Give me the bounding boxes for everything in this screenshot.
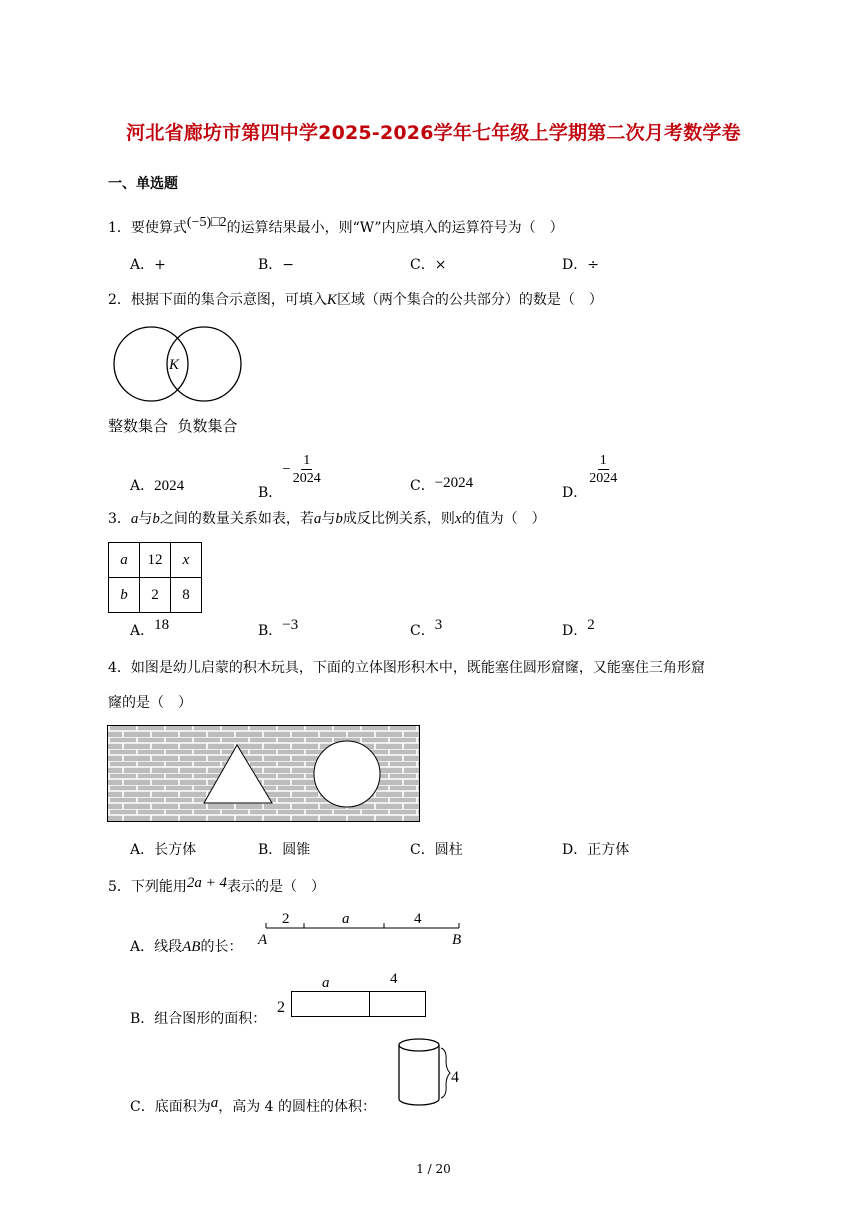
q1-option-d[interactable]: D．÷ xyxy=(562,257,599,273)
segment-figure xyxy=(254,906,469,950)
q2-option-d[interactable]: D． $\frac{1}{2024}$ xyxy=(562,453,618,501)
q3-option-c[interactable]: C．3 xyxy=(410,617,443,639)
math-expression: 2a + 4 xyxy=(186,875,228,891)
q5-option-b[interactable]: B．组合图形的面积： xyxy=(130,1011,267,1027)
question-text: 要使算式 xyxy=(130,220,187,236)
top-label: a xyxy=(322,975,330,991)
table-cell: b xyxy=(109,578,140,613)
q3-option-a[interactable]: A．18 xyxy=(130,617,170,639)
q2-option-a[interactable]: A．2024 xyxy=(130,478,185,494)
q5-option-a[interactable]: A．线段AB的长： xyxy=(130,939,243,955)
q4-option-c[interactable]: C．圆柱 xyxy=(410,842,463,858)
q4-option-b[interactable]: B．圆锥 xyxy=(258,842,311,858)
table-row xyxy=(109,543,202,578)
table-cell: 12 xyxy=(140,543,171,578)
question-text: 的运算结果最小，则“W”内应填入的运算符号为（ ） xyxy=(226,220,564,236)
table-cell: 2 xyxy=(140,578,171,613)
height-label: 4 xyxy=(451,1069,459,1086)
q3-option-b[interactable]: B．−3 xyxy=(258,617,299,639)
question-4-continued: 窿的是（ ） xyxy=(108,695,192,711)
table-row xyxy=(109,578,202,613)
q1-option-b[interactable]: B．− xyxy=(258,257,295,273)
q1-option-a[interactable]: A．+ xyxy=(130,257,166,273)
q3-option-d[interactable]: D．2 xyxy=(562,617,595,639)
segment-label: 2 xyxy=(282,911,290,927)
venn-caption: 整数集合 负数集合 xyxy=(108,417,238,435)
q2-option-b[interactable]: B．− $\frac{1}{2024}$ xyxy=(258,453,321,501)
question-number: 1． xyxy=(108,220,131,236)
question-2: 2．根据下面的集合示意图，可填入K区域（两个集合的公共部分）的数是（ ） xyxy=(108,292,603,308)
top-label: 4 xyxy=(390,971,398,987)
venn-k-label: K xyxy=(169,357,180,373)
page-number: 1 / 20 xyxy=(416,1162,451,1176)
endpoint-a: A xyxy=(258,932,268,948)
brick-wall-figure xyxy=(107,725,421,823)
question-3: 3．a与b之间的数量关系如表，若a与b成反比例关系，则x的值为（ ） xyxy=(108,511,546,527)
table-cell: a xyxy=(109,543,140,578)
math-expression: (−5)□2 xyxy=(186,215,227,230)
table-cell: 8 xyxy=(171,578,202,613)
table-cell: x xyxy=(171,543,202,578)
rectangles-figure xyxy=(272,968,432,1020)
circle-hole xyxy=(314,741,380,807)
endpoint-b: B xyxy=(452,932,462,948)
segment-label: 4 xyxy=(414,911,422,927)
section-heading: 一、单选题 xyxy=(108,176,178,192)
venn-diagram xyxy=(105,320,250,415)
question-5: 5．下列能用2a + 4表示的是（ ） xyxy=(108,875,326,895)
page-title: 河北省廊坊市第四中学2025-2026学年七年级上学期第二次月考数学卷 xyxy=(126,122,741,144)
ab-table xyxy=(108,542,202,613)
side-label: 2 xyxy=(277,999,285,1016)
question-4: 4．如图是幼儿启蒙的积木玩具，下面的立体图形积木中，既能塞住圆形窟窿，又能塞住三角形窟 xyxy=(108,660,705,676)
cylinder-figure xyxy=(393,1036,468,1112)
q1-option-c[interactable]: C．× xyxy=(410,257,447,273)
segment-label: a xyxy=(342,911,350,927)
q4-option-d[interactable]: D．正方体 xyxy=(562,842,630,858)
q5-option-c[interactable]: C．底面积为a，高为 4 的圆柱的体积： xyxy=(130,1095,377,1115)
q4-option-a[interactable]: A．长方体 xyxy=(130,842,197,858)
q2-option-c[interactable]: C．−2024 xyxy=(410,475,474,494)
question-1 xyxy=(108,217,564,237)
